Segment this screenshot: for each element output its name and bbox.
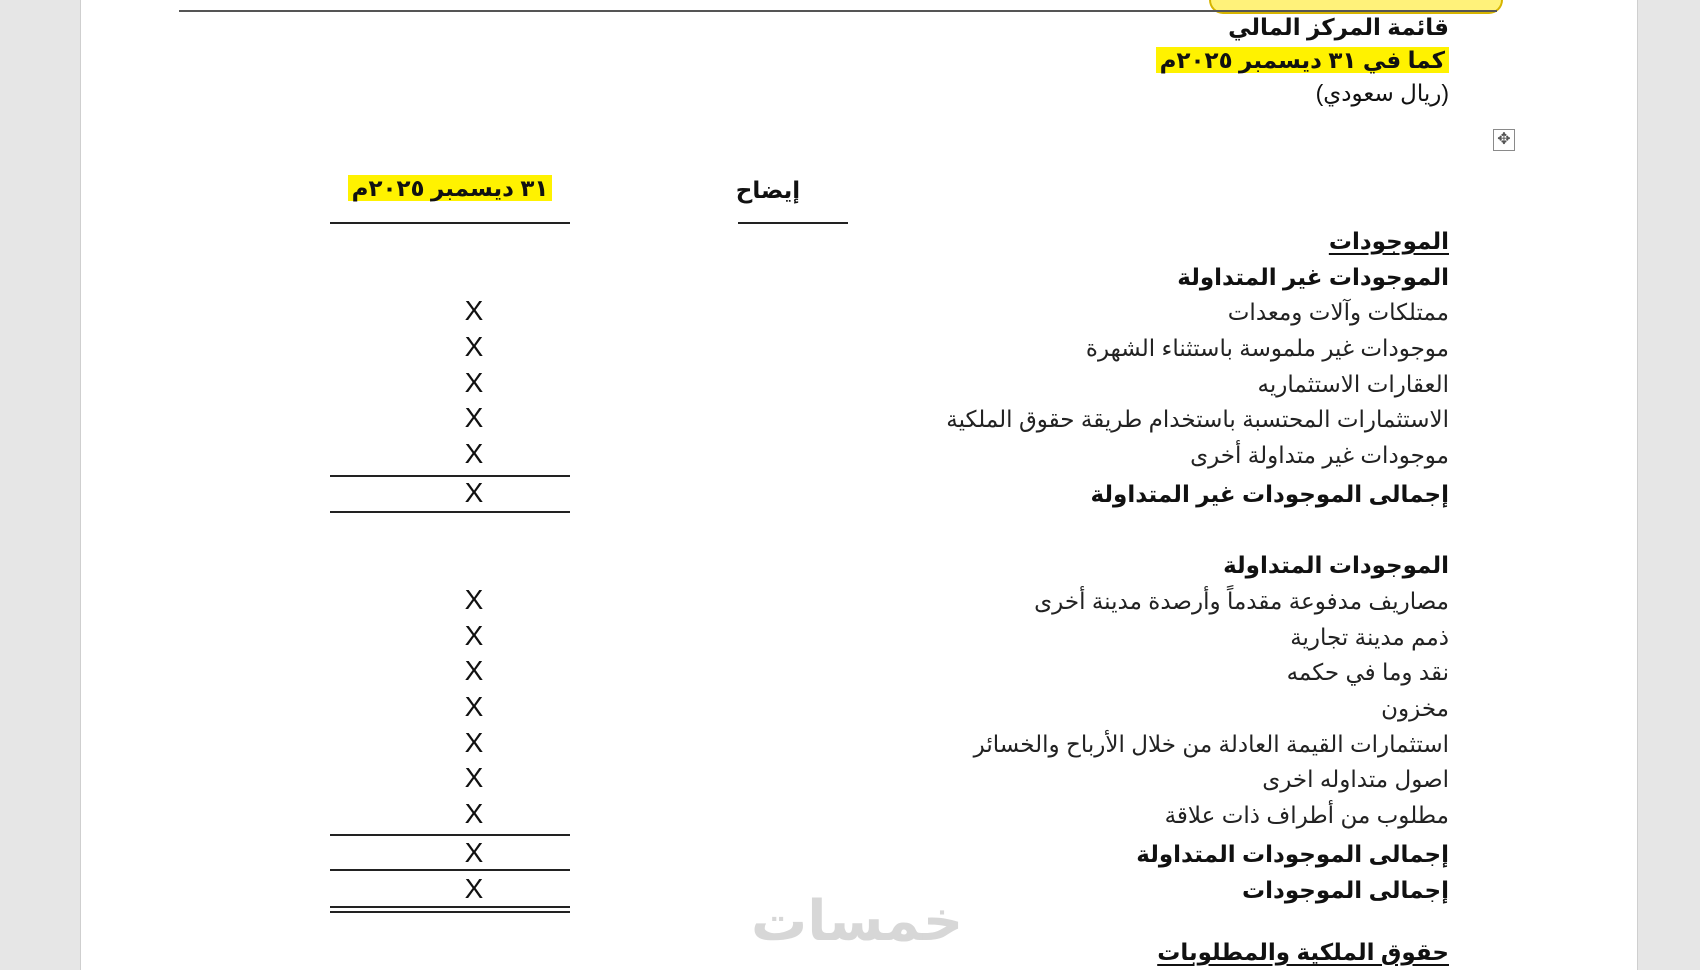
section-equity-liabilities: حقوق الملكية والمطلوبات (1157, 939, 1449, 965)
section-non-current: الموجودات غير المتداولة (1177, 264, 1449, 290)
note-column-header: إيضاح (735, 177, 801, 203)
top-divider (179, 10, 1497, 12)
statement-date-text: كما في ٣١ ديسمبر ٢٠٢٥م (1156, 47, 1449, 73)
line-item-value: X (464, 762, 484, 793)
line-item-label: مطلوب من أطراف ذات علاقة (1164, 802, 1449, 828)
line-item-label: ممتلكات وآلات ومعدات (1227, 299, 1449, 325)
watermark-logo: خمسات (751, 889, 964, 952)
line-item-label: مخزون (1381, 695, 1449, 721)
subtotal-rule (330, 511, 570, 513)
line-item-value: X (464, 727, 484, 758)
current-total-label: إجمالى الموجودات المتداولة (1136, 841, 1449, 867)
document-page (80, 0, 1638, 970)
period-column-header (330, 175, 570, 202)
line-item-value: X (464, 798, 484, 829)
line-item-value: X (464, 295, 484, 326)
statement-date (1156, 47, 1449, 74)
line-item-value: X (464, 402, 484, 433)
subtotal-rule (330, 869, 570, 871)
line-item-value: X (464, 691, 484, 722)
line-item-label: موجودات غير متداولة أخرى (1190, 442, 1449, 468)
period-header-rule (330, 222, 570, 224)
line-item-label: العقارات الاستثماريه (1257, 371, 1449, 397)
line-item-label: اصول متداوله اخرى (1262, 766, 1449, 792)
line-item-label: ذمم مدينة تجارية (1290, 624, 1449, 650)
non-current-total-label: إجمالى الموجودات غير المتداولة (1090, 481, 1449, 507)
line-item-label: موجودات غير ملموسة باستثناء الشهرة (1085, 335, 1449, 361)
currency-label: (ريال سعودي) (1315, 80, 1449, 106)
line-item-value: X (464, 655, 484, 686)
line-item-value: X (464, 367, 484, 398)
grand-total-double-rule (330, 906, 570, 913)
line-item-value: X (464, 620, 484, 651)
line-item-value: X (464, 331, 484, 362)
subtotal-rule (330, 834, 570, 836)
line-item-value: X (464, 584, 484, 615)
line-item-label: الاستثمارات المحتسبة باستخدام طريقة حقوق الملكية (946, 406, 1449, 432)
non-current-total-value: X (464, 477, 484, 508)
line-item-label: استثمارات القيمة العادلة من خلال الأرباح والخسائر (973, 731, 1449, 757)
section-assets: الموجودات (1328, 228, 1449, 254)
period-column-header-text: ٣١ ديسمبر ٢٠٢٥م (348, 175, 553, 201)
section-current: الموجودات المتداولة (1223, 552, 1449, 578)
assets-total-value: X (464, 873, 484, 904)
current-total-value: X (464, 837, 484, 868)
move-icon[interactable]: ✥ (1493, 129, 1515, 151)
line-item-label: مصاريف مدفوعة مقدماً وأرصدة مدينة أخرى (1034, 588, 1449, 614)
line-item-label: نقد وما في حكمه (1286, 659, 1449, 685)
note-header-rule (738, 222, 848, 224)
statement-title: قائمة المركز المالي (1228, 14, 1449, 40)
assets-total-label: إجمالى الموجودات (1242, 877, 1449, 903)
line-item-value: X (464, 438, 484, 469)
